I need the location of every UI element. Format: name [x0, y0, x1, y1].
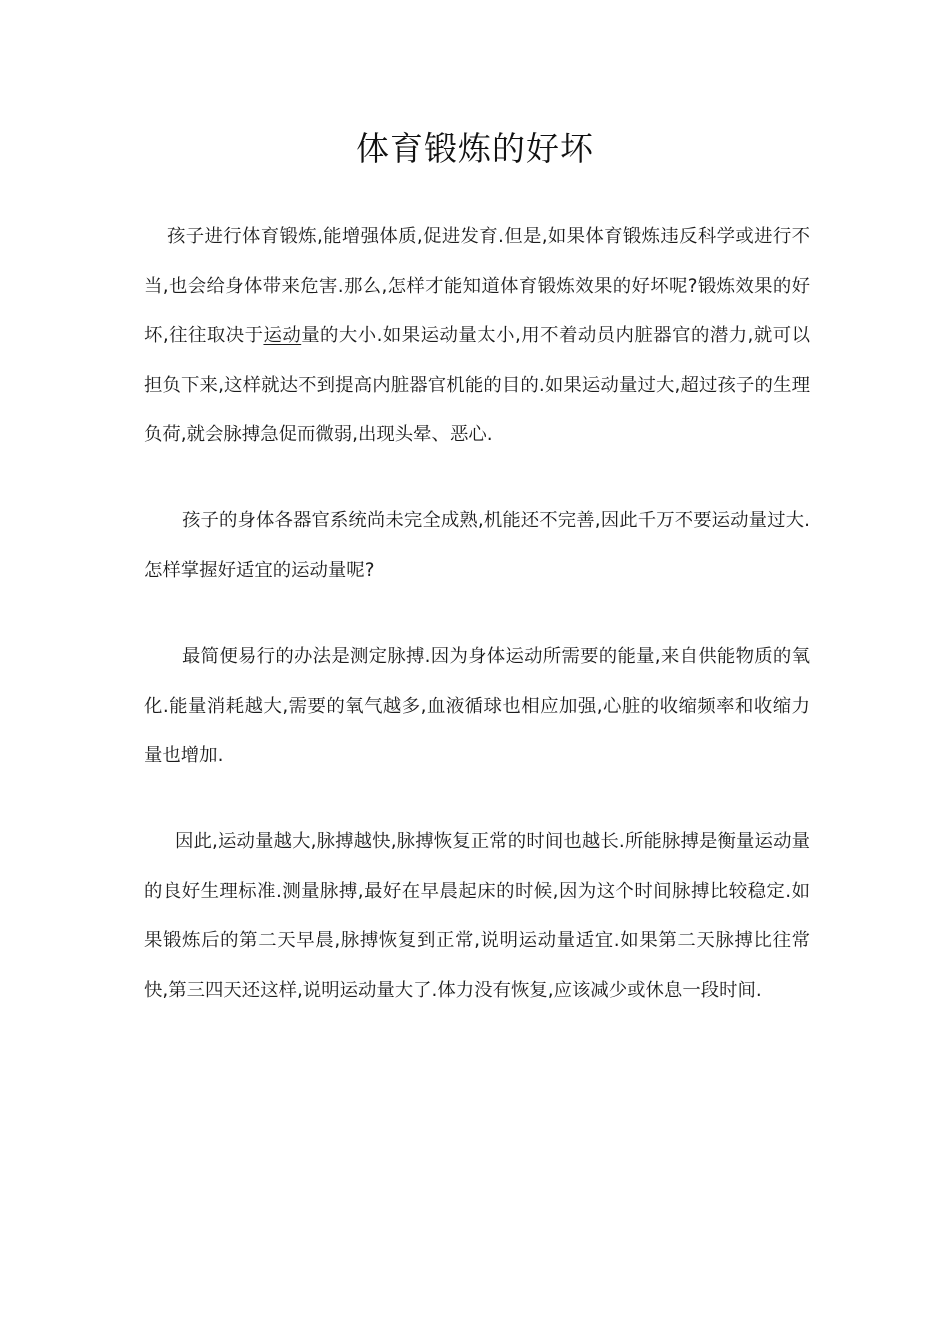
paragraph-3: 最简便易行的办法是测定脉搏.因为身体运动所需要的能量,来自供能物质的氧化.能量消耗越大,需要的氧气越多,血液循球也相应加强,心脏的收缩频率和收缩力量也增加.	[144, 646, 810, 767]
paragraph-4: 因此,运动量越大,脉搏越快,脉搏恢复正常的时间也越长.所能脉搏是衡量运动量的良好生理标准.测量脉搏,最好在早晨起床的时候,因为这个时间脉搏比较稳定.如果锻炼后的第二天早晨,脉搏恢复到正常,说明运动量适宜.如果第二天脉搏比往常快,第三四天还这样,说明运动量大了.体力没有恢复,应该减少或休息一段时间.	[144, 831, 810, 1001]
paragraph-1-text-before: 孩子进行体育锻炼,能增强体质,促进发育.但是,如果体育锻炼违反科学或进行不当,也会给身体带来危害.那么,怎样才能知道体育锻炼效果的好坏呢?锻炼效果的好坏,往往取决于	[144, 226, 810, 347]
paragraph-1-text-after: 量的大小.如果运动量太小,用不着动员内脏器官的潜力,就可以担负下来,这样就达不到提高内脏器官机能的目的.如果运动量过大,超过孩子的生理负荷,就会脉搏急促而微弱,出现头晕、恶心.	[144, 325, 810, 446]
paragraph-2: 孩子的身体各器官系统尚未完全成熟,机能还不完善,因此千万不要运动量过大.怎样掌握好适宜的运动量呢?	[144, 510, 810, 581]
document-title: 体育锻炼的好坏	[356, 129, 594, 168]
paragraph-1	[144, 212, 810, 460]
paragraph-1-underlined-text: 运动	[263, 325, 302, 347]
